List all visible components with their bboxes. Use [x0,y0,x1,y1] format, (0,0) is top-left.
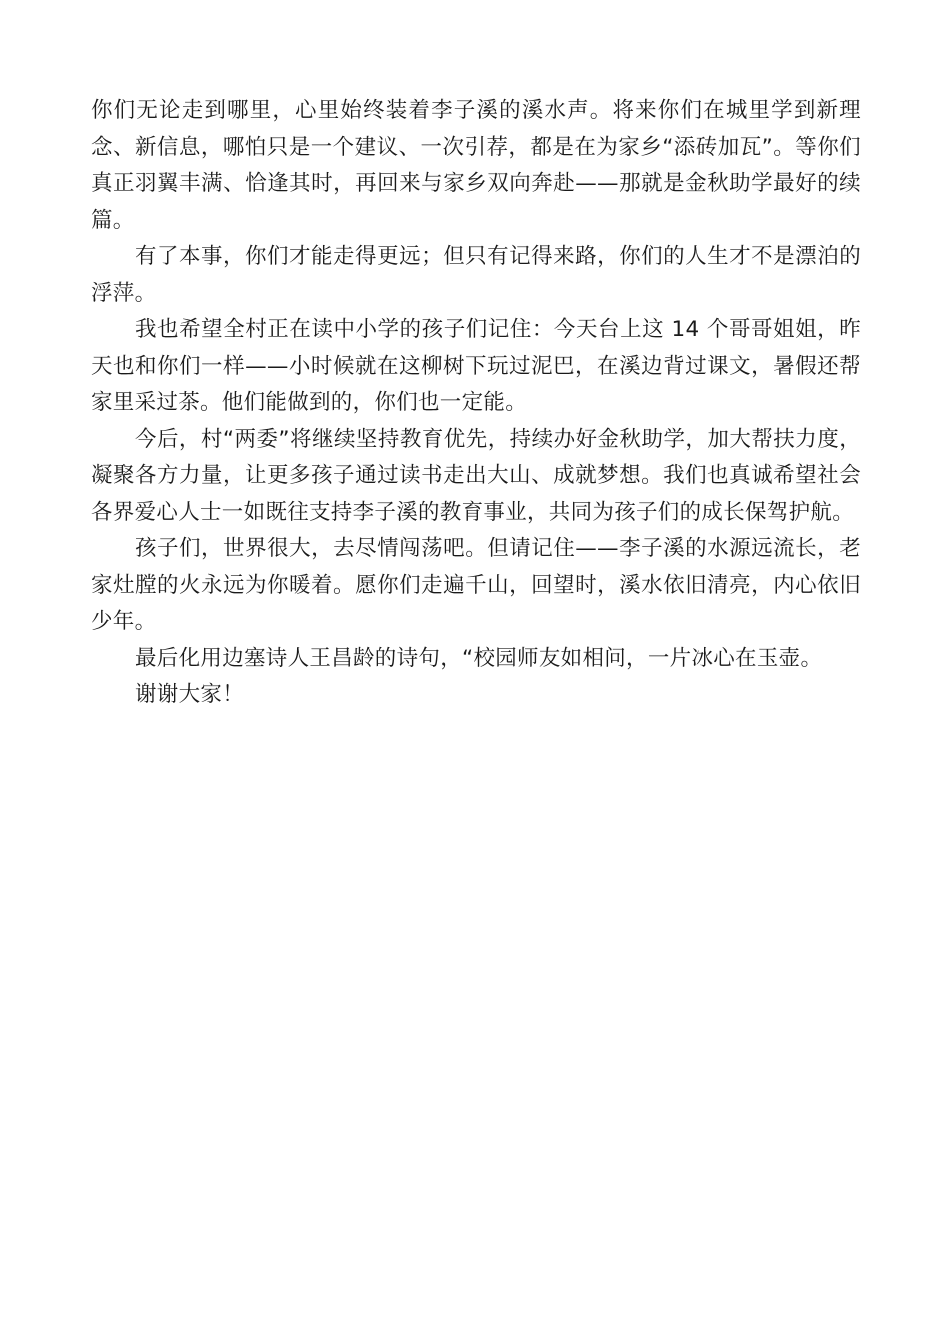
paragraph-3: 我也希望全村正在读中小学的孩子们记住：今天台上这 14 个哥哥姐姐，昨天也和你们一样——小时候就在这柳树下玩过泥巴，在溪边背过课文，暑假还帮家里采过茶。他们能做到的，你们也一定能。 [91,317,861,415]
document-body [91,93,861,714]
paragraph-6: 最后化用边塞诗人王昌龄的诗句，“校园师友如相问，一片冰心在玉壶。 [135,645,823,671]
paragraph-2: 有了本事，你们才能走得更远；但只有记得来路，你们的人生才不是漂泊的浮萍。 [91,244,861,306]
paragraph-1: 你们无论走到哪里，心里始终装着李子溪的溪水声。将来你们在城里学到新理念、新信息，哪怕只是一个建议、一次引荐，都是在为家乡“添砖加瓦”。等你们真正羽翼丰满、恰逢其时，再回来与家乡双向奔赴——那就是金秋助学最好的续篇。 [91,98,861,233]
paragraph-5: 孩子们，世界很大，去尽情闯荡吧。但请记住——李子溪的水源远流长，老家灶膛的火永远为你暖着。愿你们走遍千山，回望时，溪水依旧清亮，内心依旧少年。 [91,536,861,634]
closing-thanks: 谢谢大家！ [135,682,245,707]
paragraph-4: 今后，村“两委”将继续坚持教育优先，持续办好金秋助学，加大帮扶力度，凝聚各方力量，让更多孩子通过读书走出大山、成就梦想。我们也真诚希望社会各界爱心人士一如既往支持李子溪的教育事业，共同为孩子们的成长保驾护航。 [91,426,861,525]
